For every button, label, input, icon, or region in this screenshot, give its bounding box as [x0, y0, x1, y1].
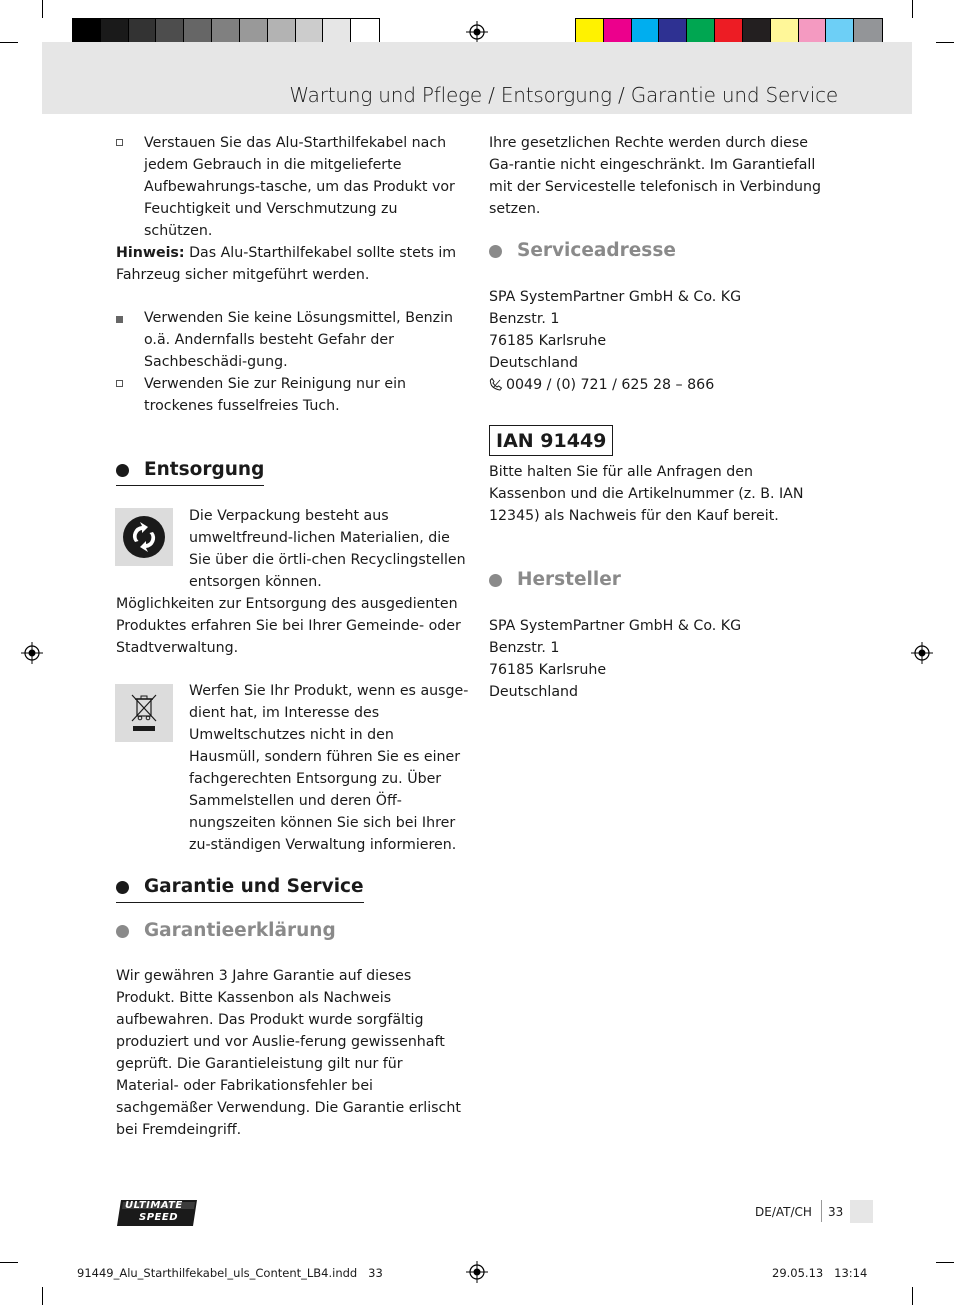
crop-mark: [936, 1262, 954, 1263]
address-line: Benzstr. 1: [489, 640, 560, 656]
ian-paragraph: [489, 461, 834, 527]
address-line: Deutschland: [489, 684, 579, 700]
recycling-icon-box: [115, 508, 173, 566]
hint-paragraph: [116, 242, 468, 286]
page-number: 33: [828, 1205, 844, 1219]
manufacturer-address: [489, 615, 834, 703]
list-item-text: Verwenden Sie keine Lösungsmittel, Benzin o.ä. Andernfalls besteht Gefahr der Sachbeschädi-gung.: [144, 310, 454, 370]
page-number-tab: [850, 1200, 873, 1223]
page-title: Wartung und Pflege / Entsorgung / Garantie und Service: [289, 83, 838, 107]
rights-text: Ihre gesetzlichen Rechte werden durch diese Ga-rantie nicht eingeschränkt. Im Garantiefall mit der Servicestelle telefonisch in Verbindung setzen.: [489, 135, 821, 217]
registration-mark-icon: [21, 642, 43, 664]
registration-mark-icon: [466, 21, 488, 43]
phone-icon: [489, 377, 503, 391]
weee-icon-box: [115, 684, 173, 742]
address-line: Benzstr. 1: [489, 311, 560, 327]
crop-mark: [0, 42, 18, 43]
hint-label: Hinweis:: [116, 245, 185, 261]
bullet-dot-icon: [116, 881, 129, 894]
crop-mark: [42, 1287, 43, 1305]
address-line: 76185 Karlsruhe: [489, 333, 607, 349]
bullet-dot-icon: [489, 245, 502, 258]
filled-square-bullet-icon: [116, 316, 123, 323]
registration-mark-icon: [911, 642, 933, 664]
date-info: 29.05.13 13:14: [772, 1266, 868, 1280]
phone-line: [489, 374, 834, 396]
file-info: 91449_Alu_Starthilfekabel_uls_Content_LB4.indd 33: [77, 1266, 383, 1280]
heading-text: Garantieerklärung: [144, 920, 336, 941]
ultimate-speed-logo: [115, 1199, 201, 1227]
open-square-bullet-icon: [116, 380, 123, 387]
address-line: SPA SystemPartner GmbH & Co. KG: [489, 618, 742, 634]
crop-mark: [912, 1287, 913, 1305]
region-label: DE/AT/CH: [755, 1205, 812, 1219]
crop-mark: [42, 0, 43, 18]
list-item: [116, 132, 468, 242]
hint-text: Das Alu-Starthilfekabel sollte stets im Fahrzeug sicher mitgeführt werden.: [116, 245, 457, 283]
section-heading-garantie-und-service: [116, 874, 364, 903]
care-list: [116, 307, 468, 417]
address-line: 76185 Karlsruhe: [489, 662, 607, 678]
bullet-dot-icon: [489, 574, 502, 587]
ian-text: Bitte halten Sie für alle Anfragen den Kassenbon und die Artikelnummer (z. B. IAN 12345) als Nachweis für den Kauf bereit.: [489, 464, 804, 524]
registration-mark-icon: [466, 1261, 488, 1283]
section-heading-entsorgung: [116, 457, 264, 486]
address-line: SPA SystemPartner GmbH & Co. KG: [489, 289, 742, 305]
crop-mark: [0, 1262, 18, 1263]
heading-text: Entsorgung: [144, 459, 265, 480]
logo-text-bottom: SPEED: [139, 1212, 178, 1223]
crossed-out-bin-icon: [115, 684, 173, 742]
list-item-text: Verstauen Sie das Alu-Starthilfekabel nach jedem Gebrauch in die mitgelieferte Aufbewahrungs-tasche, um das Produkt vor Feuchtigkeit und Verschmutzung zu schützen.: [144, 135, 455, 239]
phone-number: 0049 / (0) 721 / 625 28 – 866: [506, 377, 715, 393]
ian-number-box: IAN 91449: [489, 425, 613, 456]
logo-text-top: ULTIMATE: [125, 1200, 183, 1211]
heading-text: Hersteller: [517, 569, 621, 590]
options-text: Möglichkeiten zur Entsorgung des ausgedienten Produktes erfahren Sie bei Ihrer Gemeinde- oder Stadtverwaltung.: [116, 596, 461, 656]
warranty-text: Wir gewähren 3 Jahre Garantie auf dieses Produkt. Bitte Kassenbon als Nachweis aufbewahren. Das Produkt wurde sorgfältig produziert und vor Auslie-ferung gewissenhaft geprüft. Die Garantieleistung gilt nur für Material- oder Fabrikationsfehler bei sachgemäßer Verwendung. Die Garantie erlischt bei Fremdeingriff.: [116, 968, 461, 1138]
open-square-bullet-icon: [116, 139, 123, 146]
service-address: [489, 286, 834, 396]
bullet-dot-icon: [116, 925, 129, 938]
heading-text: Serviceadresse: [517, 240, 676, 261]
green-dot-recycling-icon: [115, 508, 173, 566]
crop-mark: [912, 0, 913, 18]
section-heading-hersteller: [489, 567, 621, 593]
list-item: [116, 307, 468, 373]
warranty-paragraph: [116, 965, 468, 1141]
options-paragraph: [116, 593, 468, 659]
packaging-text: Die Verpackung besteht aus umweltfreund-lichen Materialien, die Sie über die örtli-chen Recyclingstellen entsorgen können.: [189, 508, 466, 590]
crop-mark: [936, 42, 954, 43]
weee-paragraph: [189, 680, 469, 856]
rights-paragraph: [489, 132, 834, 220]
address-line: Deutschland: [489, 355, 579, 371]
bullet-dot-icon: [116, 464, 129, 477]
list-item: [116, 373, 468, 417]
section-heading-serviceadresse: [489, 238, 676, 264]
section-heading-garantieerklaerung: [116, 918, 336, 944]
footer-divider: [821, 1200, 822, 1222]
heading-text: Garantie und Service: [144, 876, 364, 897]
left-column: [116, 132, 468, 242]
packaging-paragraph: [189, 505, 469, 593]
weee-text: Werfen Sie Ihr Produkt, wenn es ausge-dient hat, im Interesse des Umweltschutzes nicht in den Hausmüll, sondern führen Sie es einer fachgerechten Entsorgung zu. Über Sammelstellen und deren Öff-nungszeiten können Sie sich bei Ihrer zu-ständigen Verwaltung informieren.: [189, 683, 469, 853]
list-item-text: Verwenden Sie zur Reinigung nur ein trockenes fusselfreies Tuch.: [144, 376, 407, 414]
